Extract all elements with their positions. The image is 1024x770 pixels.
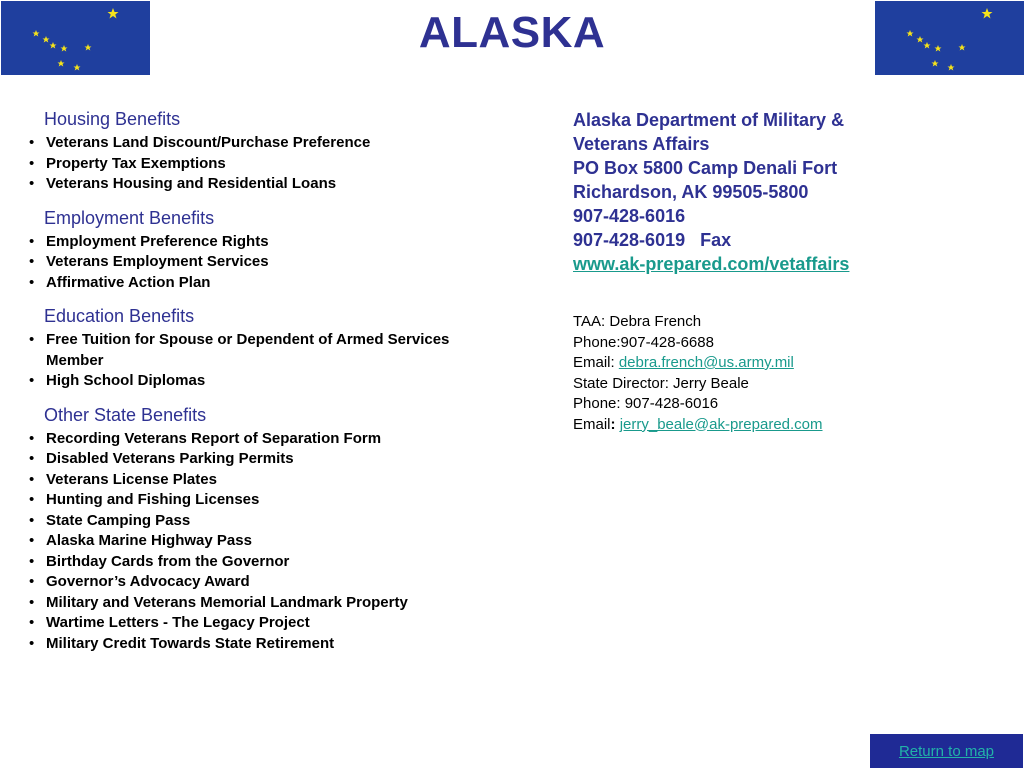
section-heading: Employment Benefits: [44, 207, 215, 228]
list-item: • Alaska Marine Highway Pass: [29, 532, 252, 549]
address-line-2: Richardson, AK 99505-5800: [573, 182, 809, 202]
contact-column: [573, 108, 1013, 435]
section-housing: [26, 108, 496, 195]
list-item: • Employment Preference Rights: [29, 232, 269, 250]
list-item: • Hunting and Fishing Licenses: [29, 491, 260, 508]
department-info: [573, 108, 1013, 276]
contact-details: [573, 312, 1013, 435]
list-item: • Veterans Employment Services: [29, 253, 269, 270]
benefit-list: [26, 330, 496, 392]
list-item: • Disabled Veterans Parking Permits: [29, 450, 294, 467]
benefit-list: [26, 429, 496, 655]
taa-email-link[interactable]: debra.french@us.army.mil: [618, 354, 794, 371]
list-item: • Military and Veterans Memorial Landmark Property: [29, 593, 408, 611]
return-to-map-button[interactable]: Return to map: [870, 734, 1023, 768]
benefits-column: [26, 108, 496, 666]
list-item: • Veterans Housing and Residential Loans: [29, 175, 337, 192]
list-item: • Recording Veterans Report of Separation Form: [29, 429, 382, 447]
list-item: • Military Credit Towards State Retirement: [29, 634, 335, 652]
list-item: • Veterans Land Discount/Purchase Preference: [29, 134, 371, 151]
website-link[interactable]: www.ak-prepared.com/vetaffairs: [573, 254, 850, 274]
director-email-link[interactable]: jerry_beale@ak-prepared.com: [619, 415, 823, 433]
fax-number: 907-428-6019 Fax: [573, 230, 732, 250]
section-heading: Housing Benefits: [44, 109, 181, 129]
list-item: • Property Tax Exemptions: [29, 154, 226, 172]
list-item: • Veterans License Plates: [29, 470, 217, 488]
section-heading: Other State Benefits: [44, 404, 207, 425]
list-item: • Birthday Cards from the Governor: [29, 552, 290, 570]
list-item: • Wartime Letters - The Legacy Project: [29, 614, 310, 631]
list-item: • Governor’s Advocacy Award: [29, 573, 250, 590]
list-item: • Free Tuition for Spouse or Dependent of Armed Services Member: [29, 331, 450, 369]
section-employment: [26, 207, 496, 294]
page-title: ALASKA: [418, 8, 606, 57]
list-item: • High School Diplomas: [29, 372, 206, 389]
director-name: State Director: Jerry Beale: [573, 374, 749, 392]
department-name: Alaska Department of Military & Veterans Affairs: [573, 110, 845, 154]
taa-email-row: Email: debra.french@us.army.mil: [573, 354, 794, 371]
taa-name: TAA: Debra French: [573, 313, 702, 330]
benefit-list: [26, 232, 496, 294]
phone-number: 907-428-6016: [573, 206, 686, 226]
section-education: [26, 305, 496, 392]
section-heading: Education Benefits: [44, 306, 195, 326]
list-item: • Affirmative Action Plan: [29, 273, 211, 291]
section-other: [26, 404, 496, 655]
taa-phone: Phone:907-428-6688: [573, 333, 714, 351]
list-item: • State Camping Pass: [29, 511, 191, 529]
director-phone: Phone: 907-428-6016: [573, 395, 719, 412]
director-email-row: Email: jerry_beale@ak-prepared.com: [573, 415, 823, 433]
benefit-list: [26, 133, 496, 195]
address-line-1: PO Box 5800 Camp Denali Fort: [573, 158, 838, 178]
